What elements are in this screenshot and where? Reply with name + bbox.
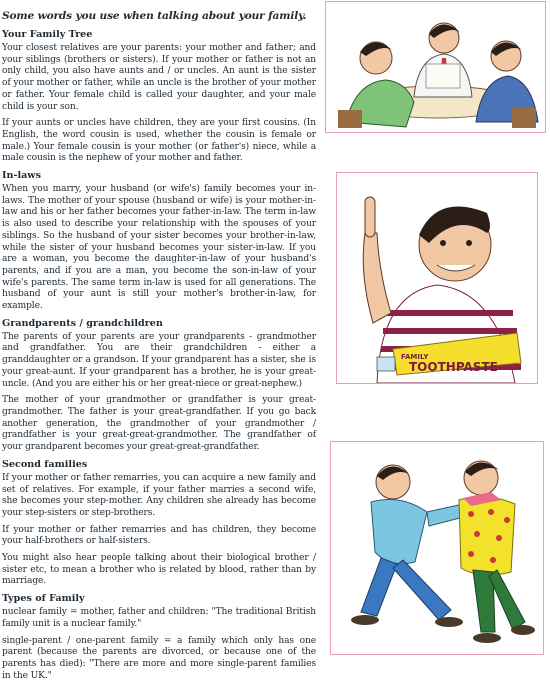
paragraph: If your mother or father remarries, you can acquire a new family and set of relatives. For example, if your father marries a second wife, she becomes your step-mother. Any children she already has become your step-sisters or step-brothers. bbox=[2, 472, 316, 518]
fighting-brothers-illustration bbox=[330, 441, 544, 655]
paragraph: Your closest relatives are your parents: your mother and father; and your siblings (brothers or sisters). If your mother or father is not an only child, you also have aunts and / or uncles. An aunt is the sister of your mother or father, while an uncle is the brother of your mother or father. Your female child is called your daughter, and your male child is your son. bbox=[2, 43, 316, 112]
section-in-laws bbox=[2, 170, 316, 313]
tube-label-top: FAMILY bbox=[401, 353, 429, 361]
section-types-of-family bbox=[2, 593, 316, 682]
section-heading: Your Family Tree bbox=[2, 29, 93, 40]
tube-label-main: TOOTHPASTE bbox=[409, 360, 498, 374]
paragraph: When you marry, your husband (or wife's) family becomes your in-laws. The mother of your spouse (husband or wife) is your mother-in-law and his or her father becomes your father-in-law. The term in-law is also used to describe your relationship with the spouses of your siblings. So the husband of your sister becomes your brother-in-law, while the sister of your husband becomes your sister-in-law. If you are a woman, you become the daughter-in-law of your husband's parents, and if you are a man, you become the son-in-law of your wife's parents. The same term in-law is used for all generations. The husband of your aunt is still your mother's brother-in-law, for example. bbox=[2, 184, 316, 312]
paragraph: If your mother or father remarries and has children, they become your half-brothers or half-sisters. bbox=[2, 524, 316, 547]
section-grandparents bbox=[2, 318, 316, 454]
paragraph: nuclear family = mother, father and children: "The traditional British family unit is a nuclear family." bbox=[2, 607, 316, 629]
paragraph: You might also hear people talking about their biological brother / sister etc, to mean a brother who is related by blood, rather than by marriage. bbox=[2, 553, 316, 587]
paragraph: single-parent / one-parent family = a family which only has one parent (because the parents are divorced, or because one of the parents has died): "There are more and more single-parent families in the UK." bbox=[2, 635, 316, 681]
fighting-brothers-drawing bbox=[331, 442, 543, 654]
section-family-tree bbox=[2, 29, 316, 165]
paragraph: The parents of your parents are your grandparents - grandmother and grandfather. You are their grandchildren - either a granddaughter or a grandson. If your grandparent has a sister, she is your great-aunt. If your grandparent has a brother, he is your great-uncle. (And you are either his or her great-niece or great-nephew.) bbox=[2, 331, 316, 389]
toothpaste-man-drawing bbox=[337, 173, 537, 383]
section-heading: Grandparents / grandchildren bbox=[2, 317, 163, 329]
section-heading: Second families bbox=[2, 458, 88, 470]
article-title: Some words you use when talking about your family. bbox=[2, 10, 307, 22]
section-second-families bbox=[2, 459, 316, 588]
family-table-drawing bbox=[326, 2, 545, 132]
toothpaste-man-illustration bbox=[336, 172, 538, 384]
family-table-illustration bbox=[325, 1, 546, 133]
paragraph: If your aunts or uncles have children, they are your first cousins. (In English, the word cousin is used, whether the cousin is female or male.) Your female cousin is your mother (or father's) niece, while a male cousin is the nephew of your mother and father. bbox=[2, 118, 316, 164]
paragraph: The mother of your grandmother or grandfather is your great-grandmother. The father is your great-grandfather. If you go back another generation, the grandmother of your grandmother / grandfather is your great-great-grandmother. The grandfather of your grandparent becomes your great-great-grandfather. bbox=[2, 395, 316, 453]
section-heading: In-laws bbox=[2, 170, 41, 182]
section-heading: Types of Family bbox=[2, 593, 85, 605]
article bbox=[2, 10, 316, 687]
